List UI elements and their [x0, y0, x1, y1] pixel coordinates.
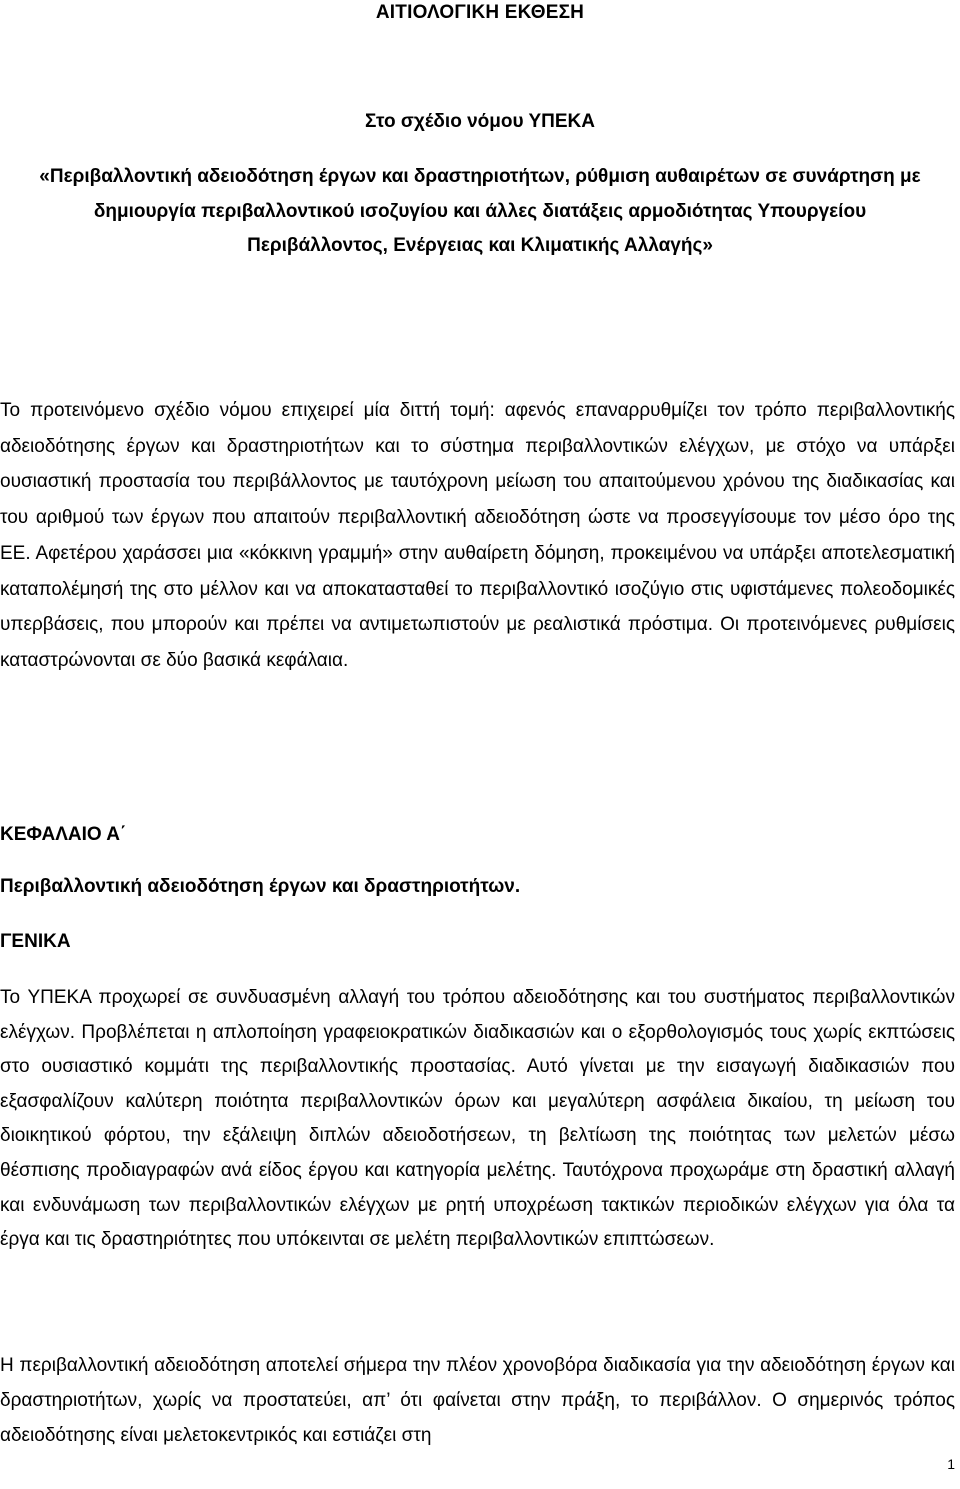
bill-name: «Περιβαλλοντική αδειοδότηση έργων και δραστηριοτήτων, ρύθμιση αυθαιρέτων σε συνάρτηση με δημιουργία περιβαλλοντικού ισοζυγίου και άλλες διατάξεις αρμοδιότητας Υπουργείου Περιβάλλοντος, Ενέργειας και Κλιματικής Αλλαγής» — [39, 166, 921, 256]
section-heading-general: ΓΕΝΙΚΑ — [0, 931, 71, 952]
chapter-heading: ΚΕΦΑΛΑΙΟ Α΄ — [0, 824, 127, 845]
chapter-subtitle: Περιβαλλοντική αδειοδότηση έργων και δραστηριοτήτων. — [0, 876, 521, 897]
general-paragraph: Το ΥΠΕΚΑ προχωρεί σε συνδυασμένη αλλαγή του τρόπου αδειοδότησης και του συστήματος περιβαλλοντικών ελέγχων. Προβλέπεται η απλοποίηση γραφειοκρατικών διαδικασιών και ο εξορθολογισμός τους χωρίς εκπτώσεις στο ουσιαστικό κομμάτι της περιβαλλοντικής προστασίας. Αυτό γίνεται με την εισαγωγή διαδικασιών που εξασφαλίζουν καλύτερη ποιότητα περιβαλλοντικών όρων και μεγαλύτερη ασφάλεια δικαίου, τη μείωση του διοικητικού φόρτου, την εξάλειψη διπλών αδειοδοτήσεων, τη βελτίωση της ποιότητας των μελετών μέσω θέσπισης προδιαγραφών ανά είδος έργου και κατηγορία μελέτης. Ταυτόχρονα προχωράμε στη δραστική αλλαγή και ενδυνάμωση των περιβαλλοντικών ελέγχων με ρητή υποχρέωση τακτικών περιοδικών ελέγχων για όλα τα έργα και τις δραστηριότητες που υπόκεινται σε μελέτη περιβαλλοντικών επιπτώσεων. — [0, 987, 955, 1251]
intro-paragraph: Το προτεινόμενο σχέδιο νόμου επιχειρεί μία διττή τομή: αφενός επαναρρυθμίζει τον τρόπο περιβαλλοντικής αδειοδότησης έργων και δραστηριοτήτων και το σύστημα περιβαλλοντικών ελέγχων, με στόχο να υπάρξει ουσιαστική προστασία του περιβάλλοντος με ταυτόχρονη μείωση του απαιτούμενου χρόνου της διαδικασίας και του αριθμού των έργων που απαιτούν περιβαλλοντική αδειοδότηση ώστε να προσεγγίσουμε τον μέσο όρο της ΕΕ. Αφετέρου χαράσσει μια «κόκκινη γραμμή» στην αυθαίρετη δόμηση, προκειμένου να υπάρξει αποτελεσματική καταπολέμησή της στο μέλλον και να αποκατασταθεί το περιβαλλοντικό ισοζύγιο στις υφιστάμενες πολεοδομικές υπερβάσεις, που μπορούν και πρέπει να αντιμετωπιστούν με ρεαλιστικά πρόστιμα. Οι προτεινόμενες ρυθμίσεις καταστρώνονται σε δύο βασικά κεφάλαια. — [0, 400, 955, 671]
page-number: 1 — [947, 1456, 955, 1472]
permit-paragraph: Η περιβαλλοντική αδειοδότηση αποτελεί σήμερα την πλέον χρονοβόρα διαδικασία για την αδειοδότηση έργων και δραστηριοτήτων, χωρίς να προστατεύει, απ’ ότι φαίνεται στην πράξη, το περιβάλλον. Ο σημερινός τρόπος αδειοδότησης είναι μελετοκεντρικός και εστιάζει στη — [0, 1355, 955, 1446]
document-title: ΑΙΤΙΟΛΟΓΙΚΗ ΕΚΘΕΣΗ — [375, 2, 585, 23]
bill-reference: Στο σχέδιο νόμου ΥΠΕΚΑ — [364, 111, 595, 132]
